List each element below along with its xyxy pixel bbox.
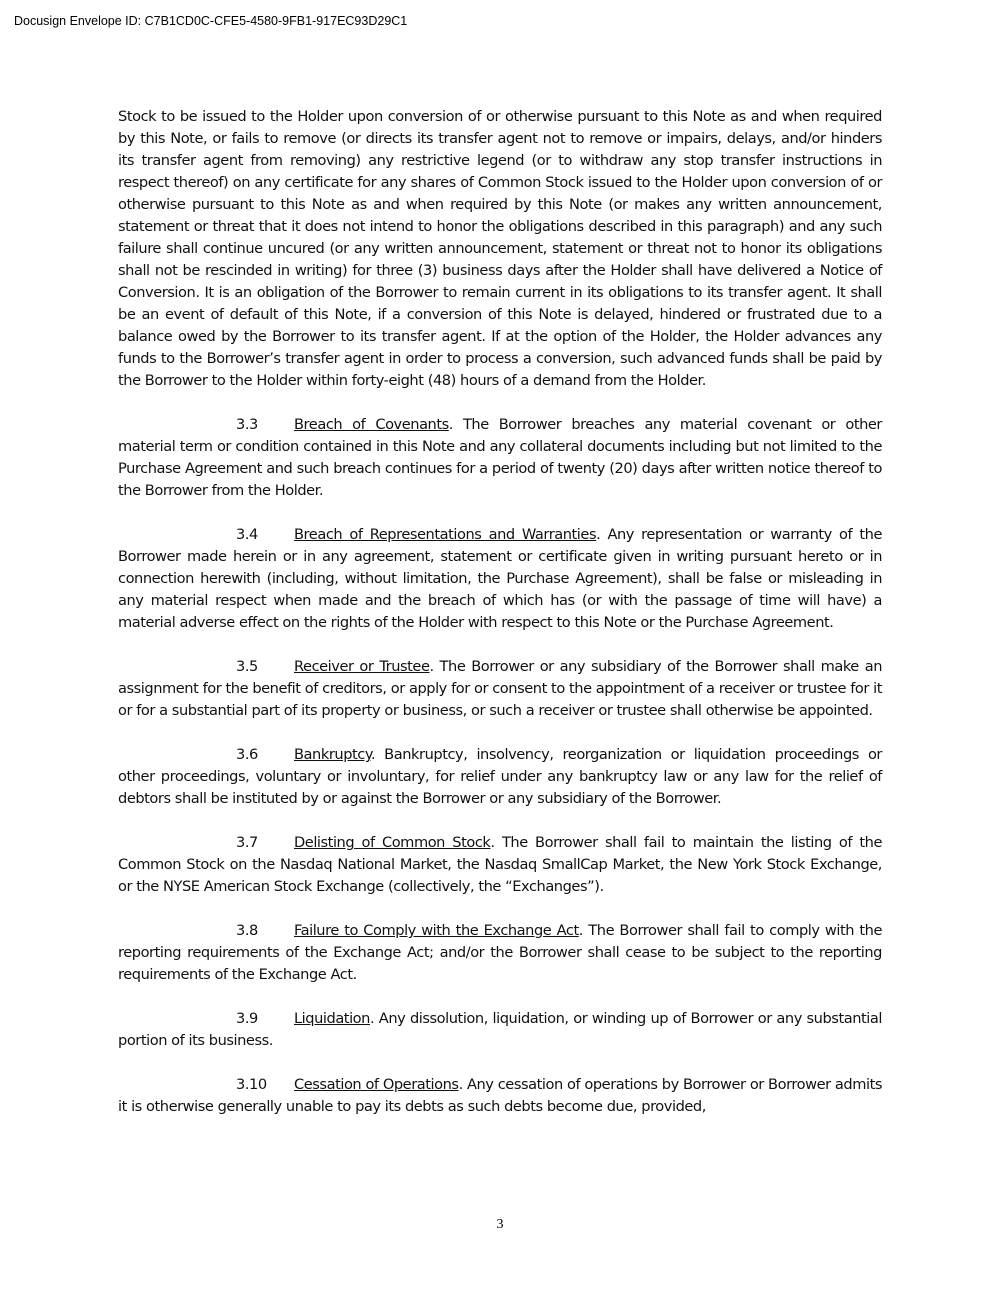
page-number: 3 [496, 1217, 504, 1232]
section-3-3 [118, 414, 882, 502]
section-text: . The Borrower shall fail to comply with the reporting requirements of the Exchange Act; and/or the Borrower shall cease to be subject to the reporting requirements of the Exchange Act. [118, 922, 882, 983]
section-3-6 [118, 744, 882, 810]
section-title: Failure to Comply with the Exchange Act [294, 922, 579, 939]
section-text: . The Borrower shall fail to maintain the listing of the Common Stock on the Nasdaq National Market, the Nasdaq SmallCap Market, the New York Stock Exchange, or the NYSE American Stock Exchange (collectively, the “Exchanges”). [118, 834, 882, 895]
section-title: Bankruptcy [294, 746, 371, 763]
section-number: 3.10 [236, 1076, 267, 1093]
section-text: . Bankruptcy, insolvency, reorganization or liquidation proceedings or other proceedings, voluntary or involuntary, for relief under any bankruptcy law or any law for the relief of debtors shall be instituted by or against the Borrower or any subsidiary of the Borrower. [118, 746, 882, 807]
section-3-10 [118, 1074, 882, 1118]
section-title: Delisting of Common Stock [294, 834, 491, 851]
section-title: Breach of Covenants [294, 416, 449, 433]
section-text: . The Borrower or any subsidiary of the Borrower shall make an assignment for the benefit of creditors, or apply for or consent to the appointment of a receiver or trustee for it or for a substantial part of its property or business, or such a receiver or trustee shall otherwise be appointed. [118, 658, 883, 719]
section-number: 3.5 [236, 658, 258, 675]
section-number: 3.4 [236, 526, 258, 543]
section-number: 3.8 [236, 922, 258, 939]
section-title: Receiver or Trustee [294, 658, 430, 675]
section-3-4 [118, 524, 882, 634]
document-body [118, 106, 882, 1140]
section-text: . The Borrower breaches any material covenant or other material term or condition contained in this Note and any collateral documents including but not limited to the Purchase Agreement and such breach continues for a period of twenty (20) days after written notice thereof to the Borrower from the Holder. [118, 416, 882, 499]
envelope-id: Docusign Envelope ID: C7B1CD0C-CFE5-4580-9FB1-917EC93D29C1 [14, 14, 408, 28]
section-title: Breach of Representations and Warranties [294, 526, 597, 543]
section-3-9 [118, 1008, 882, 1052]
section-number: 3.9 [236, 1010, 258, 1027]
intro-paragraph: Stock to be issued to the Holder upon conversion of or otherwise pursuant to this Note as and when required by this Note, or fails to remove (or directs its transfer agent not to remove or impairs, delays, and/or hinders its transfer agent from removing) any restrictive legend (or to withdraw any stop transfer instructions in respect thereof) on any certificate for any shares of Common Stock issued to the Holder upon conversion of or otherwise pursuant to this Note as and when required by this Note (or makes any written announcement, statement or threat that it does not intend to honor the obligations described in this paragraph) and any such failure shall continue uncured (or any written announcement, statement or threat not to honor its obligations shall not be rescinded in writing) for three (3) business days after the Holder shall have delivered a Notice of Conversion. It is an obligation of the Borrower to remain current in its obligations to its transfer agent. It shall be an event of default of this Note, if a conversion of this Note is delayed, hindered or frustrated due to a balance owed by the Borrower to its transfer agent. If at the option of the Holder, the Holder advances any funds to the Borrower’s transfer agent in order to process a conversion, such advanced funds shall be paid by the Borrower to the Holder within forty-eight (48) hours of a demand from the Holder. [118, 108, 882, 389]
section-title: Cessation of Operations [294, 1076, 459, 1093]
section-3-5 [118, 656, 882, 722]
section-3-7 [118, 832, 882, 898]
section-title: Liquidation [294, 1010, 370, 1027]
section-number: 3.6 [236, 746, 258, 763]
section-text: . Any representation or warranty of the Borrower made herein or in any agreement, statement or certificate given in writing pursuant hereto or in connection herewith (including, without limitation, the Purchase Agreement), shall be false or misleading in any material respect when made and the breach of which has (or with the passage of time will have) a material adverse effect on the rights of the Holder with respect to this Note or the Purchase Agreement. [118, 526, 882, 631]
section-number: 3.7 [236, 834, 258, 851]
section-number: 3.3 [236, 416, 258, 433]
section-text: . Any dissolution, liquidation, or winding up of Borrower or any substantial portion of its business. [118, 1010, 882, 1049]
section-3-8 [118, 920, 882, 986]
section-text: . Any cessation of operations by Borrower or Borrower admits it is otherwise generally unable to pay its debts as such debts become due, provided, [118, 1076, 882, 1115]
